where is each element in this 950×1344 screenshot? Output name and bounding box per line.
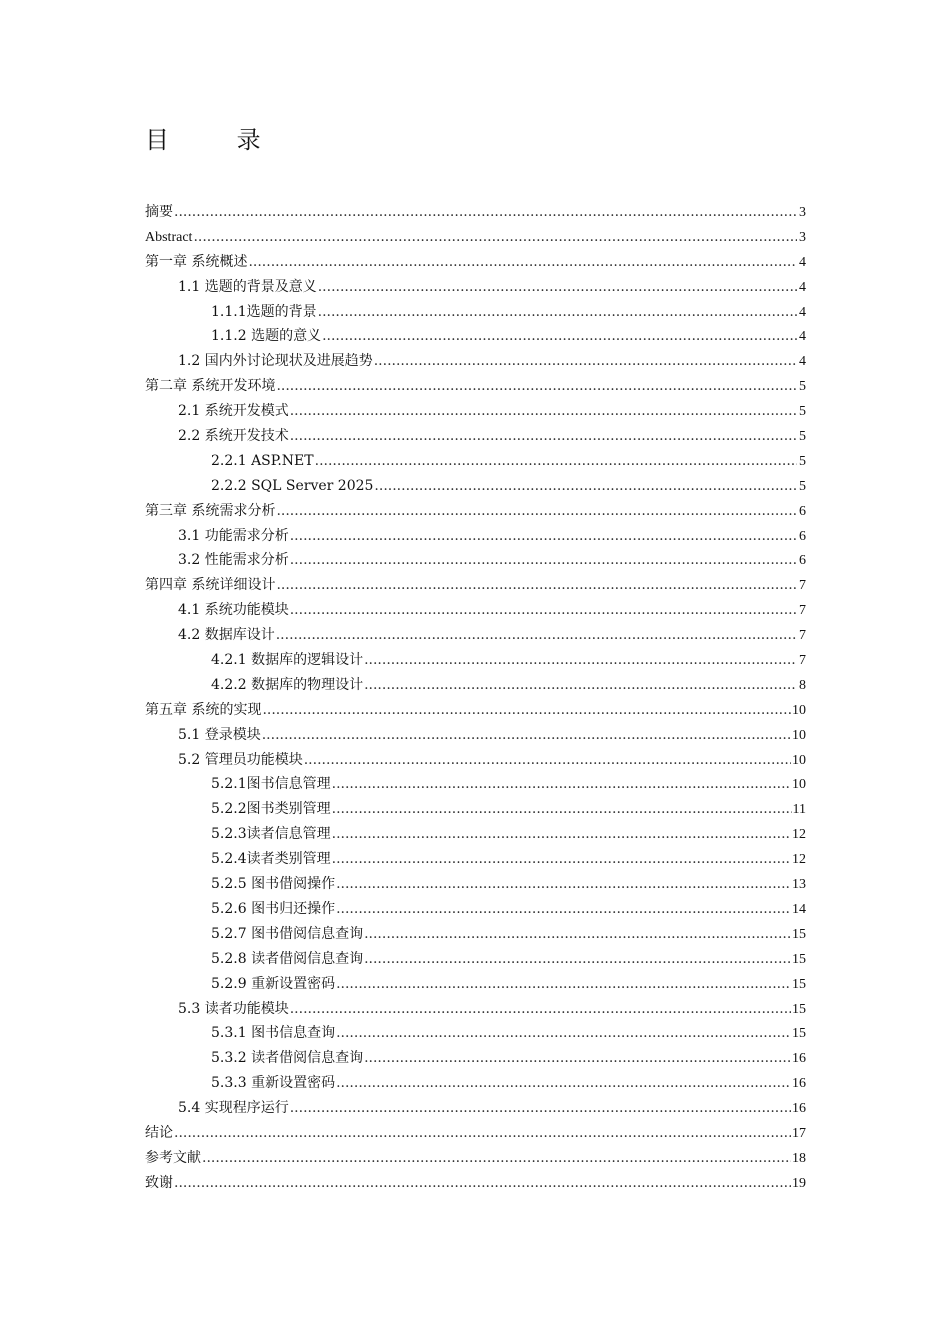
toc-entry[interactable] xyxy=(0,1096,950,1121)
toc-entry[interactable] xyxy=(0,548,950,573)
toc-dot-leader xyxy=(290,1096,791,1121)
toc-dot-leader xyxy=(276,374,797,399)
toc-entry[interactable] xyxy=(0,947,950,972)
toc-dot-leader xyxy=(262,723,791,748)
toc-entry-text: 结论 xyxy=(145,1124,173,1141)
toc-entry-text: 5.3.3 重新设置密码 xyxy=(211,1075,336,1092)
toc-entry[interactable] xyxy=(0,424,950,449)
toc-dot-leader xyxy=(364,673,797,698)
toc-entry-text: 5.3.1 图书信息查询 xyxy=(211,1025,336,1042)
toc-page-number: 3 xyxy=(799,229,806,245)
toc-page-number: 5 xyxy=(799,429,806,445)
toc-dot-leader xyxy=(364,648,797,673)
toc-entry-text: 4.2 数据库设计 xyxy=(178,627,275,644)
toc-entry-text: 5.2.4读者类别管理 xyxy=(211,851,331,868)
toc-page-number: 15 xyxy=(792,1026,806,1042)
toc-entry-text: 5.2.3读者信息管理 xyxy=(211,826,331,843)
toc-dot-leader xyxy=(315,449,797,474)
toc-entry[interactable] xyxy=(0,374,950,399)
toc-dot-leader xyxy=(290,548,797,573)
toc-page-number: 5 xyxy=(799,404,806,420)
toc-page-number: 16 xyxy=(792,1051,806,1067)
toc-page-number: 8 xyxy=(799,677,806,693)
toc-entry-text: 1.1.2 选题的意义 xyxy=(211,328,322,345)
toc-entry[interactable] xyxy=(0,300,950,325)
toc-entry[interactable] xyxy=(0,997,950,1022)
toc-entry[interactable] xyxy=(0,723,950,748)
toc-entry-text: 第二章 系统开发环境 xyxy=(145,378,276,395)
toc-page-number: 6 xyxy=(799,528,806,544)
toc-entry[interactable] xyxy=(0,349,950,374)
toc-entry-text: Abstract xyxy=(145,229,193,245)
toc-page-number: 6 xyxy=(799,553,806,569)
toc-entry-text: 第三章 系统需求分析 xyxy=(145,502,276,519)
toc-dot-leader xyxy=(364,922,791,947)
toc-dot-leader xyxy=(332,847,791,872)
toc-entry-text: 5.3.2 读者借阅信息查询 xyxy=(211,1050,364,1067)
toc-entry-text: 摘要 xyxy=(145,204,173,220)
toc-entry-text: 致谢 xyxy=(145,1174,173,1191)
toc-page-number: 11 xyxy=(792,802,806,818)
toc-entry[interactable] xyxy=(0,1146,950,1171)
toc-entry-text: 5.2 管理员功能模块 xyxy=(178,751,303,768)
toc-entry[interactable] xyxy=(0,797,950,822)
toc-dot-leader xyxy=(374,349,797,374)
toc-entry-text: 5.3 读者功能模块 xyxy=(178,1000,289,1017)
toc-page-number: 16 xyxy=(792,1076,806,1092)
toc-page-number: 7 xyxy=(799,603,806,619)
toc-dot-leader xyxy=(332,772,791,797)
toc-dot-leader xyxy=(364,947,791,972)
toc-page-number: 3 xyxy=(799,205,806,220)
toc-page-number: 13 xyxy=(792,877,806,893)
toc-page-number: 10 xyxy=(792,777,806,793)
toc-dot-leader xyxy=(174,1121,791,1146)
toc-entry[interactable] xyxy=(0,748,950,773)
toc-entry[interactable] xyxy=(0,1171,950,1196)
toc-entry[interactable] xyxy=(0,250,950,275)
toc-entry[interactable] xyxy=(0,772,950,797)
toc-dot-leader xyxy=(364,1046,791,1071)
toc-entry-text: 5.1 登录模块 xyxy=(178,726,261,743)
toc-page-number: 7 xyxy=(799,653,806,669)
toc-entry[interactable] xyxy=(0,897,950,922)
toc-dot-leader xyxy=(336,872,791,897)
toc-entry[interactable] xyxy=(0,847,950,872)
toc-dot-leader xyxy=(202,1146,791,1171)
toc-entry-text: 1.1 选题的背景及意义 xyxy=(178,278,317,295)
toc-dot-leader xyxy=(276,499,797,524)
toc-entry-text: 4.2.1 数据库的逻辑设计 xyxy=(211,652,364,669)
toc-dot-leader xyxy=(290,524,797,549)
toc-entry-text: 2.2.1 ASP.NET xyxy=(211,452,314,469)
toc-entry-text: 5.2.7 图书借阅信息查询 xyxy=(211,925,364,942)
toc-entry[interactable] xyxy=(0,524,950,549)
toc-dot-leader xyxy=(276,573,797,598)
toc-entry-text: 5.2.9 重新设置密码 xyxy=(211,975,336,992)
toc-entry-text: 第四章 系统详细设计 xyxy=(145,577,276,594)
toc-page-number: 10 xyxy=(792,727,806,743)
toc-page-number: 4 xyxy=(799,354,806,370)
toc-entry[interactable] xyxy=(0,275,950,300)
toc-page-number: 5 xyxy=(799,453,806,469)
toc-page-number: 5 xyxy=(799,478,806,494)
toc-page-number: 15 xyxy=(792,976,806,992)
table-of-contents xyxy=(0,200,950,1196)
toc-dot-leader xyxy=(262,698,791,723)
toc-entry-text: 4.1 系统功能模块 xyxy=(178,602,289,619)
toc-dot-leader xyxy=(336,1021,791,1046)
toc-entry[interactable] xyxy=(0,598,950,623)
toc-entry-text: 1.2 国内外讨论现状及进展趋势 xyxy=(178,353,373,370)
toc-dot-leader xyxy=(336,972,791,997)
toc-entry-text: 2.2.2 SQL Server 2025 xyxy=(211,477,374,494)
toc-page-number: 15 xyxy=(792,926,806,942)
toc-entry[interactable] xyxy=(0,1121,950,1146)
toc-dot-leader xyxy=(193,225,797,250)
toc-page-number: 15 xyxy=(792,951,806,967)
toc-entry[interactable] xyxy=(0,822,950,847)
toc-entry[interactable] xyxy=(0,623,950,648)
toc-dot-leader xyxy=(174,1171,791,1196)
toc-entry[interactable] xyxy=(0,225,950,250)
toc-entry-text: 4.2.2 数据库的物理设计 xyxy=(211,676,364,693)
toc-entry[interactable] xyxy=(0,698,950,723)
toc-page-number: 15 xyxy=(792,1001,806,1017)
toc-entry[interactable] xyxy=(0,449,950,474)
toc-entry-text: 参考文献 xyxy=(145,1149,201,1166)
toc-entry[interactable] xyxy=(0,573,950,598)
toc-entry[interactable] xyxy=(0,324,950,349)
toc-entry[interactable] xyxy=(0,972,950,997)
toc-entry-text: 5.4 实现程序运行 xyxy=(178,1100,289,1117)
toc-dot-leader xyxy=(322,324,797,349)
toc-entry-text: 第一章 系统概述 xyxy=(145,253,248,270)
toc-dot-leader xyxy=(336,897,791,922)
toc-dot-leader xyxy=(276,623,797,648)
toc-entry-text: 5.2.5 图书借阅操作 xyxy=(211,876,336,893)
toc-dot-leader xyxy=(318,300,797,325)
toc-dot-leader xyxy=(290,997,791,1022)
toc-page-number: 17 xyxy=(792,1125,806,1141)
toc-page-number: 7 xyxy=(799,628,806,644)
toc-dot-leader xyxy=(332,822,791,847)
toc-dot-leader xyxy=(332,797,792,822)
toc-dot-leader xyxy=(290,424,797,449)
toc-entry-text: 3.2 性能需求分析 xyxy=(178,552,289,569)
toc-dot-leader xyxy=(248,250,797,275)
toc-dot-leader xyxy=(304,748,791,773)
toc-entry[interactable] xyxy=(0,499,950,524)
toc-dot-leader xyxy=(174,200,797,225)
toc-entry[interactable] xyxy=(0,399,950,424)
toc-dot-leader xyxy=(318,275,797,300)
toc-page-number: 19 xyxy=(792,1175,806,1191)
toc-entry-text: 5.2.8 读者借阅信息查询 xyxy=(211,950,364,967)
toc-entry-text: 2.1 系统开发模式 xyxy=(178,403,289,420)
toc-page-number: 7 xyxy=(799,578,806,594)
toc-entry-text: 3.1 功能需求分析 xyxy=(178,527,289,544)
toc-page-number: 5 xyxy=(799,379,806,395)
toc-page-number: 12 xyxy=(792,827,806,843)
toc-page-number: 16 xyxy=(792,1101,806,1117)
toc-entry-text: 5.2.6 图书归还操作 xyxy=(211,900,336,917)
toc-entry[interactable] xyxy=(0,922,950,947)
toc-entry[interactable] xyxy=(0,648,950,673)
toc-entry[interactable] xyxy=(0,200,950,225)
toc-page-number: 14 xyxy=(792,901,806,917)
toc-entry[interactable] xyxy=(0,1046,950,1071)
toc-page-number: 12 xyxy=(792,852,806,868)
toc-entry[interactable] xyxy=(0,474,950,499)
toc-dot-leader xyxy=(336,1071,791,1096)
toc-page-number: 4 xyxy=(799,279,806,295)
toc-entry[interactable] xyxy=(0,872,950,897)
toc-entry-text: 5.2.1图书信息管理 xyxy=(211,776,331,793)
toc-entry[interactable] xyxy=(0,673,950,698)
toc-page-number: 4 xyxy=(799,329,806,345)
toc-page-number: 10 xyxy=(792,752,806,768)
toc-page-number: 18 xyxy=(792,1150,806,1166)
toc-entry-text: 第五章 系统的实现 xyxy=(145,701,262,718)
toc-entry-text: 1.1.1选题的背景 xyxy=(211,303,317,320)
toc-entry[interactable] xyxy=(0,1021,950,1046)
toc-page-number: 10 xyxy=(792,702,806,718)
toc-dot-leader xyxy=(290,598,797,623)
toc-entry-text: 5.2.2图书类别管理 xyxy=(211,801,331,818)
toc-page-number: 6 xyxy=(799,503,806,519)
toc-entry-text: 2.2 系统开发技术 xyxy=(178,428,289,445)
toc-dot-leader xyxy=(374,474,797,499)
toc-title: 目 录 xyxy=(145,126,291,154)
toc-entry[interactable] xyxy=(0,1071,950,1096)
toc-dot-leader xyxy=(290,399,797,424)
toc-page-number: 4 xyxy=(799,254,806,270)
toc-page-number: 4 xyxy=(799,304,806,320)
